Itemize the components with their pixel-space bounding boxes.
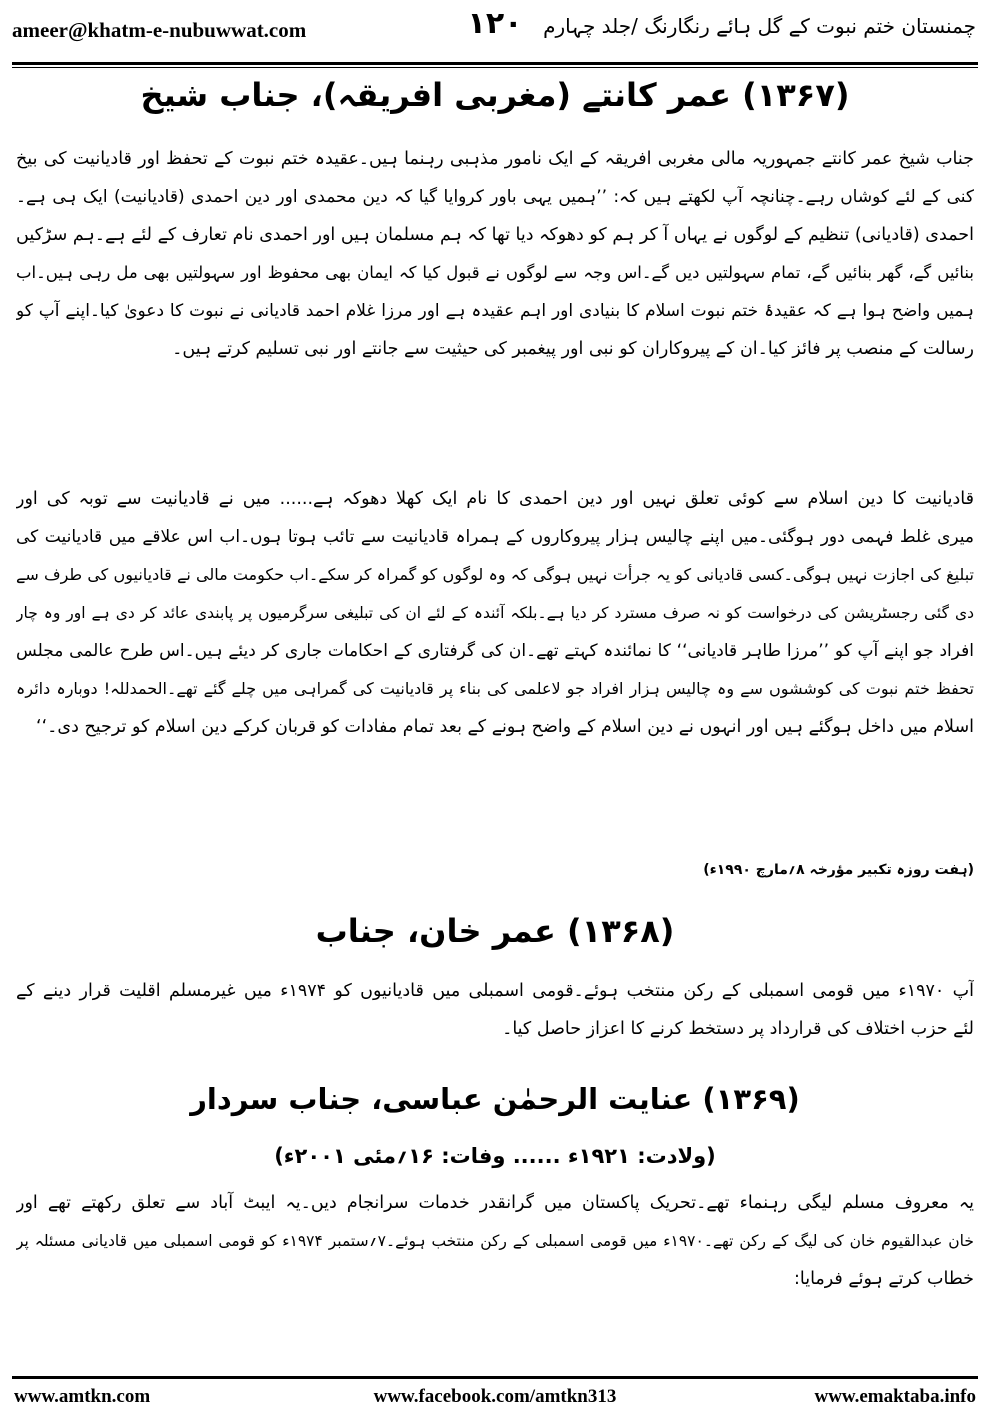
text-line: یہ معروف مسلم لیگی رہنماء تھے۔تحریک پاکستان میں گرانقدر خدمات سرانجام دیں۔یہ ایبٹ آباد سے تعلق رکھتے تھے اور [16,1193,974,1213]
paragraph-1367-a [16,140,974,368]
section-heading-1368: (۱۳۶۸) عمر خان، جناب [315,912,675,950]
footer-link-facebook[interactable]: www.facebook.com/amtkn313 [373,1386,617,1407]
text-line: بنائیں گے، گھر بنائیں گے، تمام سہولتیں دیں گے۔اس وجہ سے لوگوں نے قبول کیا کہ ایمان بھی محفوظ اور سہولتیں بھی مل رہی ہیں۔اب [16,263,974,282]
text-line: تبلیغ کی اجازت نہیں ہوگی۔کسی قادیانی کو یہ جرأت نہیں ہوگی کہ وہ لوگوں کو گمراہ کر سکے۔اب حکومت مالی نے قادیانیوں کی طرف سے [16,565,974,584]
text-line: اسلام میں داخل ہوگئے ہیں اور انہوں نے دین اسلام کے واضح ہونے کے بعد تمام مفادات کو قربان کرکے دین اسلام کو ترجیح دی۔‘‘ [36,717,974,737]
text-line: جناب شیخ عمر کانتے جمہوریہ مالی مغربی افریقہ کے ایک نامور مذہبی رہنما ہیں۔عقیدہ ختم نبوت کے تحفظ اور قادیانیت کی بیخ [16,149,974,169]
page-number: ۱۲۰ [467,6,523,41]
text-line: افراد جو اپنے آپ کو ’’مرزا طاہر قادیانی‘‘ کا نمائندہ کہتے تھے۔ان کی گرفتاری کے احکامات جاری کر دیئے ہیں۔اس طرح عالمی مجلس [16,641,974,661]
text-line: ہمیں واضح ہوا ہے کہ عقیدۂ ختم نبوت اسلام کا بنیادی اور اہم عقیدہ ہے اور مرزا غلام احمد قادیانی نے نبوت کا دعویٰ کیا۔اپنے آپ کو [16,301,974,321]
section-heading-1367: (۱۳۶۷) عمر کانتے (مغربی افریقہ)، جناب شیخ [140,76,850,114]
paragraph-1368 [16,972,974,1048]
paragraph-1367-b [16,480,974,746]
text-line: رسالت کے منصب پر فائز کیا۔ان کے پیروکاران کو نبی اور پیغمبر کی حیثیت سے جانتے اور نبی تسلیم کرتے ہیں۔ [172,339,974,359]
text-line: تحفظ ختم نبوت کی کوششوں سے وہ چالیس ہزار افراد جو لاعلمی کی بناء پر قادیانیت کی گمراہی میں چلے گئے تھے۔الحمدللہ! دوبارہ دائرہ [16,679,974,698]
text-line: دی گئی رجسٹریشن کی درخواست کو نہ صرف مسترد کر دیا ہے۔بلکہ آئندہ کے لئے ان کی تبلیغی سرگرمیوں پر پابندی عائد کر دی ہے اور وہ چار [16,604,974,622]
text-line: احمدی (قادیانی) تنظیم کے لوگوں نے یہاں آ کر ہم کو دھوکہ دیا تھا کہ ہم مسلمان ہیں اور احمدی نام تعارف کے لئے ہے۔ہم سڑکیں [16,225,974,245]
paragraph-1369 [16,1184,974,1298]
page-header [0,0,990,70]
text-line: آپ ۱۹۷۰ء میں قومی اسمبلی کے رکن منتخب ہوئے۔قومی اسمبلی میں قادیانیوں کو ۱۹۷۴ء میں غیرمسلم اقلیت قرار دینے کے [16,981,974,1001]
text-line: میری غلط فہمی دور ہوگئی۔میں اپنے چالیس ہزار پیروکاروں کے ہمراہ قادیانیت سے تائب ہوتا ہوں۔اب اس علاقے میں قادیانیت کی [16,527,974,547]
text-line: کنی کے لئے کوشاں رہے۔چنانچہ آپ لکھتے ہیں کہ: ’’ہمیں یہی باور کروایا گیا کہ دین محمدی اور دین احمدی (قادیانیت) ایک ہی ہے۔ [16,187,974,207]
text-line: لئے حزب اختلاف کی قرارداد پر دستخط کرنے کا اعزاز حاصل کیا۔ [502,1019,974,1039]
footer-link-amtkn[interactable]: www.amtkn.com [14,1386,151,1407]
footer-rule [12,1376,978,1379]
text-line: قادیانیت کا دین اسلام سے کوئی تعلق نہیں اور دین احمدی کا نام ایک کھلا دھوکہ ہے...... میں نے قادیانیت سے توبہ کی اور [16,489,974,509]
header-rule-thin [12,67,978,68]
source-citation: (ہفت روزہ تکبیر مؤرخہ ۸؍مارچ ۱۹۹۰ء) [703,862,974,878]
text-line: خان عبدالقیوم خان کی لیگ کے رکن تھے۔۱۹۷۰ء میں قومی اسمبلی کے رکن منتخب ہوئے۔۷؍ستمبر ۱۹۷۴ء کو قومی اسمبلی میں قادیانی مسئلہ پر [16,1232,974,1250]
header-email: ameer@khatm-e-nubuwwat.com [12,18,307,42]
text-line: خطاب کرتے ہوئے فرمایا: [793,1269,974,1289]
footer-link-emaktaba[interactable]: www.emaktaba.info [814,1386,976,1407]
section-heading-1369: (۱۳۶۹) عنایت الرحمٰن عباسی، جناب سردار [190,1082,800,1116]
header-rule [12,62,978,65]
birth-death-dates: (ولادت: ۱۹۲۱ء ...... وفات: ۱۶؍مئی ۲۰۰۱ء) [274,1144,716,1168]
book-title: چمنستان ختم نبوت کے گل ہائے رنگارنگ /جلد چہارم [543,14,976,38]
